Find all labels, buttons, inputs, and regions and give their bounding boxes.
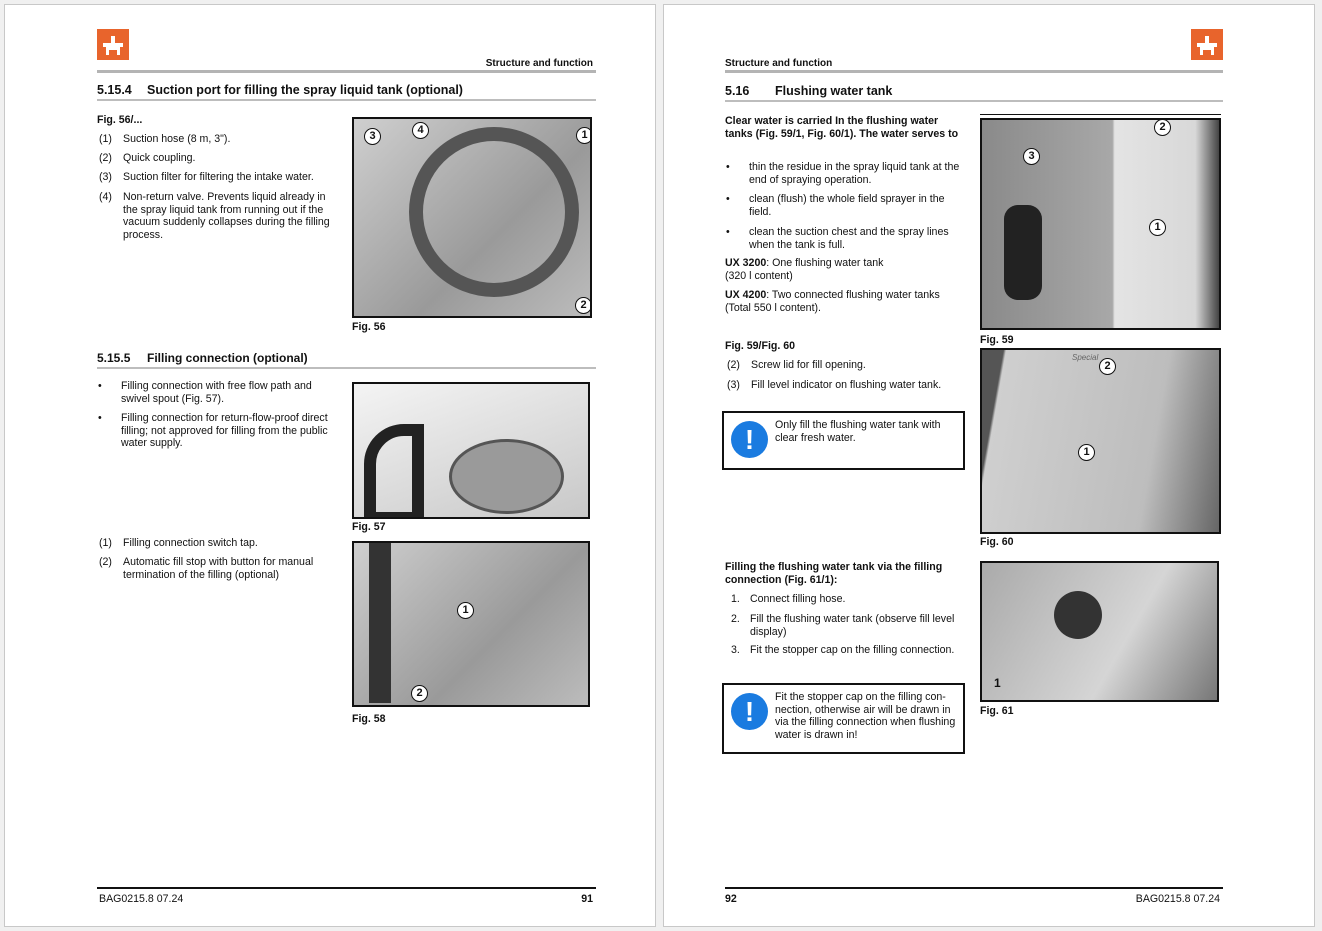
section-number: 5.15.4 xyxy=(97,83,132,97)
figure-caption: Fig. 60 xyxy=(980,536,1014,548)
ux3200-text: UX 3200: One flushing water tank (320 l content) xyxy=(725,257,884,282)
intro-text: Clear water is carried In the flushing water tanks (Fig. 59/1, Fig. 60/1). The water serves to xyxy=(725,115,959,140)
section-rule xyxy=(725,100,1223,102)
list-item: (4) Non-return valve. Prevents liquid already in the spray liquid tank from running out if the vacuum suddenly collapses during the filling process. xyxy=(99,191,330,241)
list-item: (3) Suction filter for filtering the intake water. xyxy=(99,171,314,183)
fig-ref: Fig. 59/Fig. 60 xyxy=(725,340,796,352)
figure-60-photo: Special 2 1 xyxy=(980,348,1221,534)
bullet-item: • Filling connection for return-flow-proof direct filling; not approved for filling from the public water supply. xyxy=(98,412,328,449)
figure-caption: Fig. 59 xyxy=(980,334,1014,346)
doc-id: BAG0215.8 07.24 xyxy=(99,893,184,905)
amazone-logo xyxy=(97,29,129,60)
step-item: 3. Fit the stopper cap on the filling connection. xyxy=(731,644,955,656)
ux4200-text: UX 4200: Two connected flushing water tanks (Total 550 l content). xyxy=(725,289,940,314)
section-title: Flushing water tank xyxy=(775,84,893,98)
page-number: 92 xyxy=(725,893,737,905)
bullet-item: • clean (flush) the whole field sprayer in the field. xyxy=(726,193,945,218)
list-item: (3) Fill level indicator on flushing water tank. xyxy=(727,379,942,391)
header-rule xyxy=(725,70,1223,73)
warning-box: ! Fit the stopper cap on the filling con-nection, otherwise air will be drawn in via the filling connection when flushing water is drawn in! xyxy=(722,683,965,754)
figure-59-photo: 2 3 1 xyxy=(980,118,1221,330)
figure-58-photo: 1 2 xyxy=(352,541,590,707)
warning-box: ! Only fill the flushing water tank with clear fresh water. xyxy=(722,411,965,470)
figure-61-photo: 1 xyxy=(980,561,1219,702)
bullet-item: • clean the suction chest and the spray lines when the tank is full. xyxy=(726,226,949,251)
list-item: (2) Quick coupling. xyxy=(99,152,196,164)
footer-rule xyxy=(725,887,1223,889)
figure-57-photo xyxy=(352,382,590,519)
list-item: (2) Screw lid for fill opening. xyxy=(727,359,866,371)
figure-caption: Fig. 61 xyxy=(980,705,1014,717)
section-rule xyxy=(97,367,596,369)
list-item: (1) Filling connection switch tap. xyxy=(99,537,258,549)
section-title: Suction port for filling the spray liquid tank (optional) xyxy=(147,83,463,97)
figure-56-photo: 1 2 3 4 xyxy=(352,117,592,318)
footer-rule xyxy=(97,887,596,889)
page-header: Structure and function xyxy=(725,58,833,69)
figure-caption: Fig. 56 xyxy=(352,321,386,333)
figure-top-rule xyxy=(980,114,1221,115)
bullet-item: • thin the residue in the spray liquid tank at the end of spraying operation. xyxy=(726,161,960,186)
list-item: (1) Suction hose (8 m, 3"). xyxy=(99,133,231,145)
page-header: Structure and function xyxy=(485,58,593,69)
section-number: 5.16 xyxy=(725,84,750,98)
fig-ref: Fig. 56/... xyxy=(97,114,143,126)
section-rule xyxy=(97,99,596,101)
exclamation-icon: ! xyxy=(731,693,768,730)
header-rule xyxy=(97,70,596,73)
list-item: (2) Automatic fill stop with button for manual termination of the filling (optional) xyxy=(99,556,314,581)
right-page xyxy=(663,4,1315,927)
bullet-item: • Filling connection with free flow path and swivel spout (Fig. 57). xyxy=(98,380,312,405)
section-title: Filling connection (optional) xyxy=(147,351,308,365)
step-item: 2. Fill the flushing water tank (observe fill level display) xyxy=(731,613,955,638)
exclamation-icon: ! xyxy=(731,421,768,458)
section-number: 5.15.5 xyxy=(97,351,131,365)
figure-caption: Fig. 57 xyxy=(352,521,386,533)
amazone-logo xyxy=(1191,29,1223,60)
left-page xyxy=(4,4,656,927)
filling-heading: Filling the flushing water tank via the filling connection (Fig. 61/1): xyxy=(725,561,943,586)
page-number: 91 xyxy=(581,893,593,905)
step-item: 1. Connect filling hose. xyxy=(731,593,846,605)
doc-id: BAG0215.8 07.24 xyxy=(1135,893,1220,905)
figure-caption: Fig. 58 xyxy=(352,713,386,725)
